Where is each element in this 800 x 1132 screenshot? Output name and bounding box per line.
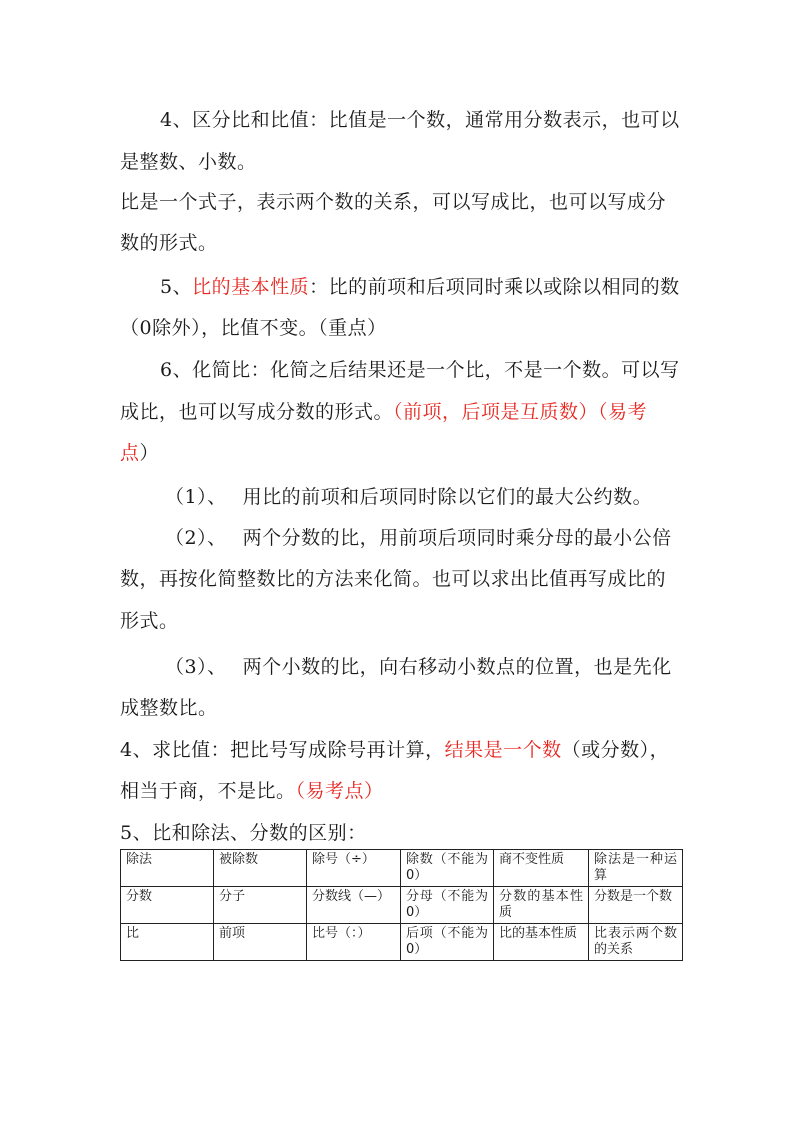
text-run: 数，再按化简整数比的方法来化简。也可以求出比值再写成比的 [120, 568, 667, 590]
table-cell: 分数 [121, 887, 214, 924]
table-cell: 除号（÷） [307, 850, 401, 887]
table-cell: 除法 [121, 850, 214, 887]
text-run: （或分数）， [561, 739, 670, 761]
section-heading [120, 821, 690, 845]
paragraph-line [160, 275, 730, 299]
emphasis-text: （易考 [598, 401, 648, 423]
table-cell: 比 [121, 924, 214, 961]
list-item [165, 655, 735, 679]
text-run: ：比的前项和后项同时乘以或除以相同的数 [309, 276, 680, 298]
table-cell: 商不变性质 [494, 850, 589, 887]
table-row [121, 850, 683, 887]
list-number: （1）、 [165, 486, 227, 508]
paragraph-line [120, 779, 690, 803]
text-run: （0除外），比值不变。（重点） [120, 317, 387, 339]
table-cell: 除数（不能为0） [401, 850, 494, 887]
table-cell: 分数的基本性质 [494, 887, 589, 924]
comparison-table [120, 849, 683, 961]
text-run: 4、求比值：把比号写成除号再计算， [120, 739, 445, 761]
list-number: （2）、 [165, 527, 227, 549]
text-run: 形式。 [120, 610, 179, 632]
table-cell: 除法是一种运算 [589, 850, 683, 887]
text-run: 是整数、小数。 [120, 151, 257, 173]
text-run: 成整数比。 [120, 697, 218, 719]
table-cell: 分数是一个数 [589, 887, 683, 924]
text-run: 相当于商，不是比。 [120, 780, 296, 802]
text-run: 用比的前项和后项同时除以它们的最大公约数。 [242, 486, 653, 508]
paragraph-line [120, 738, 690, 762]
text-run: ） [139, 442, 160, 464]
paragraph-line [120, 190, 690, 214]
text-run: 两个小数的比，向右移动小数点的位置，也是先化 [242, 656, 672, 678]
paragraph-line [120, 316, 690, 340]
paragraph-line [120, 567, 690, 591]
table-cell: 分子 [214, 887, 307, 924]
table-cell: 被除数 [214, 850, 307, 887]
table-row [121, 924, 683, 961]
table-cell: 比表示两个数的关系 [589, 924, 683, 961]
text-run: 比是一个式子，表示两个数的关系，可以写成比，也可以写成分 [120, 191, 667, 213]
paragraph-line [120, 400, 690, 424]
emphasis-text: （易考点） [295, 780, 384, 802]
table-row [121, 887, 683, 924]
emphasis-text: （前项，后项是互质数） [393, 401, 599, 423]
table-cell: 分数线（—） [307, 887, 401, 924]
text-run: 成比，也可以写成分数的形式。 [120, 401, 394, 423]
paragraph-line [120, 150, 690, 174]
text-run: 5、 [160, 276, 193, 298]
table-cell: 比号（：） [307, 924, 401, 961]
paragraph-line [120, 609, 690, 633]
text-run: 5、比和除法、分数的区别： [120, 822, 367, 844]
paragraph-line [160, 358, 730, 382]
paragraph-line [120, 696, 690, 720]
list-number: （3）、 [165, 656, 227, 678]
text-run: 4、区分比和比值：比值是一个数，通常用分数表示，也可以 [160, 109, 680, 131]
paragraph-line [120, 441, 690, 465]
table-cell: 后项（不能为0） [401, 924, 494, 961]
emphasis-text: 比的基本性质 [192, 276, 310, 298]
list-item [165, 485, 735, 509]
table-cell: 比的基本性质 [494, 924, 589, 961]
table-cell: 前项 [214, 924, 307, 961]
emphasis-text: 结果是一个数 [444, 739, 562, 761]
paragraph-line [160, 108, 730, 132]
list-item [165, 526, 735, 550]
table-cell: 分母（不能为0） [401, 887, 494, 924]
paragraph-line [120, 231, 690, 255]
emphasis-text: 点 [120, 442, 140, 464]
text-run: 数的形式。 [120, 232, 218, 254]
text-run: 6、化简比：化简之后结果还是一个比，不是一个数。可以写 [160, 359, 680, 381]
text-run: 两个分数的比，用前项后项同时乘分母的最小公倍 [242, 527, 672, 549]
